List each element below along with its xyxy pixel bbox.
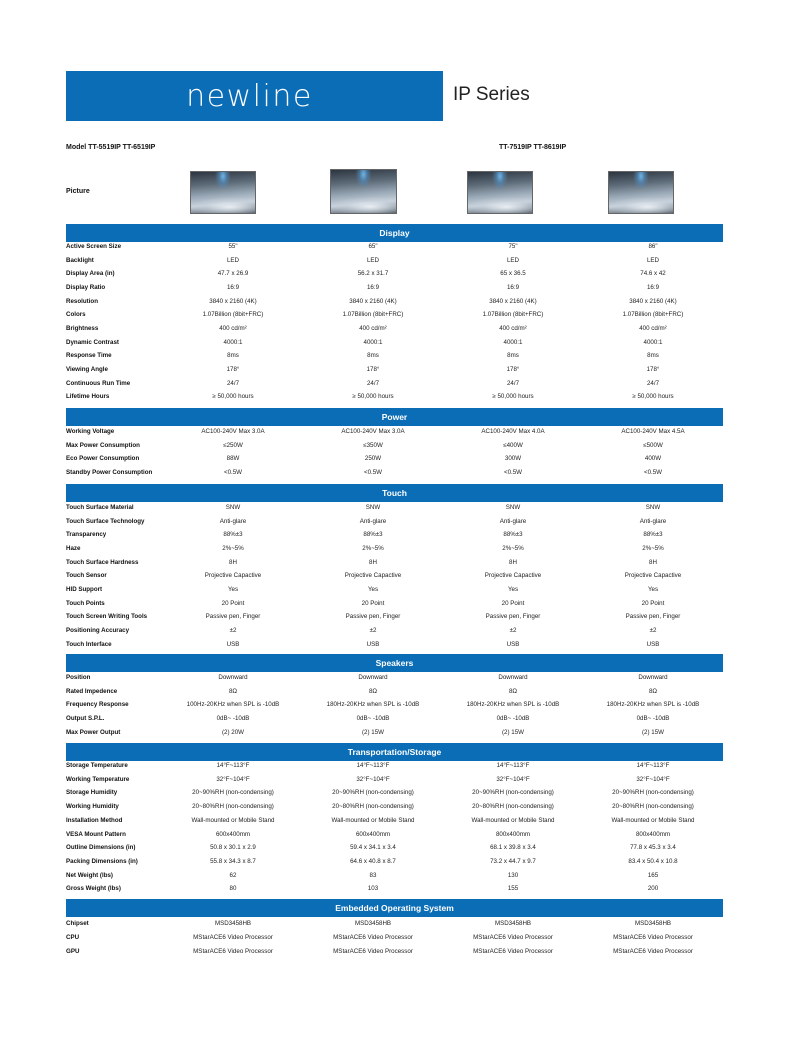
spec-row: [66, 586, 723, 600]
spec-value-col-4: AC100-240V Max 4.5A: [621, 428, 685, 435]
spec-value-col-3: Yes: [507, 585, 519, 593]
spec-value-col-3: 68.1 x 39.8 x 3.4: [490, 844, 536, 852]
spec-value-col-1: 400 cd/m²: [219, 324, 247, 332]
spec-row: [66, 518, 723, 532]
spec-value-col-4: 32°F~104°F: [636, 775, 670, 783]
spec-value-col-4: Downward: [638, 674, 668, 681]
spec-value-col-4: 77.8 x 45.3 x 3.4: [630, 844, 676, 852]
spec-label: Touch Interface: [66, 640, 112, 648]
newline-logo: newline: [186, 78, 313, 114]
spec-value-col-1: SNW: [225, 504, 241, 511]
spec-value-col-4: 20~90%RH (non-condensing): [612, 789, 694, 797]
spec-label: Viewing Angle: [66, 365, 108, 373]
spec-row: [66, 257, 723, 271]
spec-value-col-2: 2%~5%: [362, 544, 384, 552]
spec-value-col-2: 32°F~104°F: [356, 775, 390, 783]
spec-value-col-1: 32°F~104°F: [216, 775, 250, 783]
spec-label: Active Screen Size: [66, 243, 122, 250]
spec-value-col-4: MStarACE6 Video Processor: [613, 934, 693, 942]
spec-value-col-1: 20~90%RH (non-condensing): [192, 789, 274, 797]
spec-value-col-1: 47.7 x 26.9: [217, 270, 249, 278]
spec-value-col-1: 100Hz-20KHz when SPL is -10dB: [186, 701, 280, 709]
spec-value-col-1: 14°F~113°F: [216, 762, 250, 769]
picture-label: Picture: [66, 188, 90, 195]
spec-value-col-1: 8Ω: [228, 687, 238, 695]
spec-value-col-3: ≥ 50,000 hours: [492, 393, 534, 401]
spec-label: Dynamic Contrast: [66, 338, 119, 346]
spec-label: CPU: [66, 934, 80, 942]
spec-value-col-2: 20~80%RH (non-condensing): [332, 803, 414, 811]
section-header-power: Power: [66, 408, 723, 426]
spec-value-col-2: Passive pen, Finger: [345, 613, 401, 621]
spec-value-col-1: ±2: [229, 626, 237, 634]
spec-value-col-1: 24/7: [226, 379, 240, 387]
spec-value-col-1: 1.07Billion (8bit+FRC): [202, 311, 264, 319]
spec-value-col-3: 32°F~104°F: [496, 775, 530, 783]
spec-value-col-2: 8Ω: [368, 687, 378, 695]
spec-row: [66, 455, 723, 469]
spec-value-col-4: 74.6 x 42: [640, 270, 666, 278]
spec-value-col-3: 4000:1: [503, 338, 523, 346]
spec-value-col-3: <0.5W: [503, 469, 523, 477]
spec-value-col-1: 55.8 x 34.3 x 8.7: [210, 857, 256, 865]
spec-value-col-2: Downward: [358, 674, 388, 681]
spec-value-col-1: Projective Capactive: [204, 572, 262, 580]
spec-value-col-3: MStarACE6 Video Processor: [473, 934, 553, 942]
spec-value-col-4: Projective Capactive: [624, 572, 682, 580]
spec-value-col-3: 3840 x 2160 (4K): [489, 297, 537, 305]
spec-value-col-4: 8ms: [647, 352, 659, 360]
spec-value-col-4: (2) 15W: [641, 728, 664, 736]
spec-value-col-1: 20 Point: [221, 599, 245, 607]
spec-value-col-1: Anti-glare: [219, 517, 247, 525]
spec-row: [66, 831, 723, 845]
spec-value-col-3: (2) 15W: [501, 728, 524, 736]
spec-value-col-3: Projective Capactive: [484, 572, 542, 580]
spec-value-col-1: (2) 20W: [221, 728, 244, 736]
spec-row: [66, 762, 723, 776]
spec-value-col-4: 86": [648, 243, 658, 250]
spec-label: Eco Power Consumption: [66, 455, 140, 463]
spec-label: Touch Surface Hardness: [66, 558, 139, 566]
spec-value-col-2: 180Hz-20KHz when SPL is -10dB: [326, 701, 420, 709]
spec-value-col-4: 16:9: [646, 283, 660, 291]
spec-value-col-4: Wall-mounted or Mobile Stand: [611, 816, 695, 824]
spec-row: [66, 545, 723, 559]
spec-row: [66, 613, 723, 627]
spec-label: Gross Weight (lbs): [66, 885, 121, 893]
spec-value-col-2: 14°F~113°F: [356, 762, 390, 769]
spec-value-col-3: 20 Point: [501, 599, 525, 607]
spec-value-col-4: 14°F~113°F: [636, 762, 670, 769]
spec-label: Standby Power Consumption: [66, 469, 153, 477]
spec-value-col-1: 0dB~ -10dB: [216, 715, 250, 723]
spec-value-col-2: 83: [369, 871, 377, 879]
spec-value-col-1: 62: [229, 871, 237, 879]
spec-label: Storage Humidity: [66, 789, 118, 797]
spec-value-col-4: 3840 x 2160 (4K): [629, 297, 677, 305]
spec-value-col-3: 20~80%RH (non-condensing): [472, 803, 554, 811]
spec-value-col-3: 1.07Billion (8bit+FRC): [482, 311, 544, 319]
spec-value-col-2: Anti-glare: [359, 517, 387, 525]
spec-value-col-2: Projective Capactive: [344, 572, 402, 580]
spec-row: [66, 572, 723, 586]
spec-value-col-2: 250W: [364, 455, 382, 463]
spec-row: [66, 920, 723, 934]
spec-value-col-4: 0dB~ -10dB: [636, 715, 670, 723]
spec-label: Installation Method: [66, 816, 123, 824]
spec-label: Response Time: [66, 352, 112, 360]
spec-row: [66, 504, 723, 518]
spec-value-col-1: 88%±3: [223, 531, 243, 539]
spec-label: Working Temperature: [66, 775, 130, 783]
spec-label: GPU: [66, 948, 80, 956]
spec-row: [66, 284, 723, 298]
spec-value-col-1: Passive pen, Finger: [205, 613, 261, 621]
spec-value-col-1: MSD3458HB: [214, 920, 252, 927]
spec-label: Transparency: [66, 531, 107, 539]
spec-value-col-4: Yes: [647, 585, 659, 593]
spec-value-col-3: SNW: [505, 504, 521, 511]
spec-row: [66, 844, 723, 858]
spec-value-col-2: ≤350W: [363, 441, 383, 449]
spec-value-col-2: MSD3458HB: [354, 920, 392, 927]
spec-label: Backlight: [66, 256, 94, 264]
spec-row: [66, 380, 723, 394]
spec-value-col-4: LED: [646, 256, 660, 264]
spec-value-col-4: MStarACE6 Video Processor: [613, 948, 693, 956]
spec-label: Display Area (in): [66, 270, 115, 278]
spec-label: Working Humidity: [66, 803, 119, 811]
spec-value-col-2: 1.07Billion (8bit+FRC): [342, 311, 404, 319]
spec-label: Position: [66, 674, 91, 681]
spec-value-col-4: 1.07Billion (8bit+FRC): [622, 311, 684, 319]
series-title: IP Series: [453, 84, 530, 105]
model-label-left: Model TT-5519IP TT-6519IP: [66, 144, 156, 151]
spec-label: Storage Temperature: [66, 762, 128, 769]
spec-value-col-4: 400W: [644, 455, 662, 463]
spec-label: HID Support: [66, 585, 103, 593]
spec-value-col-1: 88W: [226, 455, 240, 463]
spec-value-col-2: <0.5W: [363, 469, 383, 477]
spec-value-col-4: SNW: [645, 504, 661, 511]
spec-value-col-1: 80: [229, 885, 237, 893]
spec-value-col-2: USB: [366, 640, 380, 648]
spec-label: Touch Surface Technology: [66, 517, 145, 525]
spec-value-col-2: LED: [366, 256, 380, 264]
spec-value-col-1: ≤250W: [223, 441, 243, 449]
spec-value-col-3: LED: [506, 256, 520, 264]
spec-row: [66, 803, 723, 817]
spec-value-col-3: 300W: [504, 455, 522, 463]
spec-value-col-3: 155: [507, 885, 519, 893]
spec-value-col-1: LED: [226, 256, 240, 264]
spec-value-col-2: Wall-mounted or Mobile Stand: [331, 816, 415, 824]
spec-row: [66, 729, 723, 743]
spec-value-col-1: 600x400mm: [215, 830, 251, 838]
spec-label: Frequency Response: [66, 701, 129, 709]
spec-value-col-4: MSD3458HB: [634, 920, 672, 927]
spec-value-col-1: ≥ 50,000 hours: [212, 393, 254, 401]
spec-value-col-2: 64.6 x 40.8 x 8.7: [350, 857, 396, 865]
spec-label: Output S.P.L.: [66, 715, 105, 723]
spec-row: [66, 325, 723, 339]
spec-value-col-4: Anti-glare: [639, 517, 667, 525]
spec-value-col-1: 2%~5%: [222, 544, 244, 552]
spec-value-col-4: 4000:1: [643, 338, 663, 346]
spec-label: Max Power Consumption: [66, 441, 140, 449]
spec-value-col-2: 103: [367, 885, 379, 893]
spec-value-col-2: MStarACE6 Video Processor: [333, 948, 413, 956]
spec-value-col-3: 8ms: [507, 352, 519, 360]
spec-row: [66, 393, 723, 407]
spec-value-col-4: Passive pen, Finger: [625, 613, 681, 621]
spec-value-col-1: MStarACE6 Video Processor: [193, 934, 273, 942]
spec-row: [66, 559, 723, 573]
spec-label: Resolution: [66, 297, 98, 305]
spec-value-col-3: 16:9: [506, 283, 520, 291]
spec-row: [66, 641, 723, 655]
spec-value-col-4: ≥ 50,000 hours: [632, 393, 674, 401]
spec-value-col-2: 4000:1: [363, 338, 383, 346]
spec-row: [66, 627, 723, 641]
spec-label: Net Weight (lbs): [66, 871, 113, 879]
spec-value-col-1: Yes: [227, 585, 239, 593]
spec-label: Brightness: [66, 324, 99, 332]
spec-value-col-3: 65 x 36.5: [500, 270, 526, 278]
spec-row: [66, 600, 723, 614]
spec-value-col-2: AC100-240V Max 3.0A: [341, 428, 405, 435]
spec-value-col-3: Passive pen, Finger: [485, 613, 541, 621]
spec-value-col-2: MStarACE6 Video Processor: [333, 934, 413, 942]
spec-row: [66, 442, 723, 456]
spec-label: Display Ratio: [66, 283, 106, 291]
spec-value-col-4: 8Ω: [648, 687, 658, 695]
display-65-image: [330, 169, 397, 214]
spec-value-col-4: ±2: [649, 626, 657, 634]
spec-value-col-3: 8H: [509, 558, 517, 566]
spec-label: Rated Impedence: [66, 687, 118, 695]
spec-row: [66, 872, 723, 886]
spec-value-col-2: 0dB~ -10dB: [356, 715, 390, 723]
spec-value-col-2: 65": [368, 243, 378, 250]
spec-label: Chipset: [66, 920, 89, 927]
spec-value-col-3: 178°: [506, 365, 520, 373]
spec-value-col-2: 20~90%RH (non-condensing): [332, 789, 414, 797]
spec-value-col-3: 73.2 x 44.7 x 9.7: [490, 857, 536, 865]
spec-value-col-4: 800x400mm: [635, 830, 671, 838]
section-header-speakers: Speakers: [66, 654, 723, 672]
spec-value-col-4: 180Hz-20KHz when SPL is -10dB: [606, 701, 700, 709]
spec-value-col-3: 20~90%RH (non-condensing): [472, 789, 554, 797]
spec-row: [66, 428, 723, 442]
spec-value-col-3: 14°F~113°F: [496, 762, 530, 769]
spec-value-col-2: 600x400mm: [355, 830, 391, 838]
spec-value-col-3: 800x400mm: [495, 830, 531, 838]
spec-value-col-2: ≥ 50,000 hours: [352, 393, 394, 401]
spec-row: [66, 715, 723, 729]
spec-value-col-3: ≤400W: [503, 441, 523, 449]
spec-value-col-1: 16:9: [226, 283, 240, 291]
spec-value-col-2: Yes: [367, 585, 379, 593]
spec-value-col-3: 88%±3: [503, 531, 523, 539]
spec-row: [66, 688, 723, 702]
spec-value-col-4: USB: [646, 640, 660, 648]
section-header-embedded-operating-system: Embedded Operating System: [66, 899, 723, 917]
spec-label: Packing Dimensions (in): [66, 857, 138, 865]
spec-value-col-4: <0.5W: [643, 469, 663, 477]
spec-value-col-2: 8H: [369, 558, 377, 566]
spec-value-col-3: ±2: [509, 626, 517, 634]
spec-label: Touch Points: [66, 599, 105, 607]
spec-label: Touch Screen Writing Tools: [66, 613, 148, 621]
spec-value-col-3: 130: [507, 871, 519, 879]
spec-label: Touch Sensor: [66, 572, 107, 580]
spec-row: [66, 352, 723, 366]
spec-value-col-2: 178°: [366, 365, 380, 373]
spec-value-col-4: 2%~5%: [642, 544, 664, 552]
spec-value-col-3: USB: [506, 640, 520, 648]
spec-value-col-1: MStarACE6 Video Processor: [193, 948, 273, 956]
brand-banner: [66, 71, 443, 121]
spec-value-col-1: USB: [226, 640, 240, 648]
spec-value-col-2: 16:9: [366, 283, 380, 291]
spec-row: [66, 789, 723, 803]
spec-label: Max Power Output: [66, 728, 121, 736]
spec-value-col-4: 88%±3: [643, 531, 663, 539]
spec-value-col-4: 20~80%RH (non-condensing): [612, 803, 694, 811]
spec-value-col-3: AC100-240V Max 4.0A: [481, 428, 545, 435]
spec-row: [66, 339, 723, 353]
section-header-touch: Touch: [66, 484, 723, 502]
spec-value-col-3: 2%~5%: [502, 544, 524, 552]
spec-value-col-1: 8H: [229, 558, 237, 566]
spec-value-col-1: Downward: [218, 674, 248, 681]
display-55-image: [190, 171, 256, 214]
spec-row: [66, 776, 723, 790]
spec-value-col-2: 8ms: [367, 352, 379, 360]
spec-row: [66, 701, 723, 715]
spec-value-col-4: 165: [647, 871, 659, 879]
spec-value-col-1: 4000:1: [223, 338, 243, 346]
spec-label: Working Voltage: [66, 428, 115, 435]
spec-value-col-3: MSD3458HB: [494, 920, 532, 927]
spec-value-col-2: 400 cd/m²: [359, 324, 387, 332]
spec-row: [66, 366, 723, 380]
spec-value-col-1: 178°: [226, 365, 240, 373]
spec-value-col-2: ±2: [369, 626, 377, 634]
spec-value-col-2: SNW: [365, 504, 381, 511]
spec-value-col-1: 20~80%RH (non-condensing): [192, 803, 274, 811]
spec-value-col-2: 20 Point: [361, 599, 385, 607]
spec-label: Positioning Accuracy: [66, 626, 130, 634]
spec-row: [66, 298, 723, 312]
spec-value-col-3: 24/7: [506, 379, 520, 387]
spec-label: Haze: [66, 544, 81, 552]
spec-value-col-1: 3840 x 2160 (4K): [209, 297, 257, 305]
spec-value-col-1: AC100-240V Max 3.0A: [201, 428, 265, 435]
spec-row: [66, 270, 723, 284]
spec-row: [66, 469, 723, 483]
spec-value-col-1: 8ms: [227, 352, 239, 360]
spec-value-col-2: 24/7: [366, 379, 380, 387]
spec-value-col-4: 200: [647, 885, 659, 893]
spec-value-col-1: 55": [228, 243, 238, 250]
spec-value-col-3: Downward: [498, 674, 528, 681]
spec-label: Colors: [66, 311, 86, 319]
spec-value-col-3: 400 cd/m²: [499, 324, 527, 332]
spec-row: [66, 674, 723, 688]
spec-row: [66, 934, 723, 948]
spec-label: Touch Surface Material: [66, 504, 134, 511]
spec-row: [66, 817, 723, 831]
spec-label: VESA Mount Pattern: [66, 830, 126, 838]
spec-value-col-1: 50.8 x 30.1 x 2.9: [210, 844, 256, 852]
spec-value-col-2: (2) 15W: [361, 728, 384, 736]
spec-value-col-4: ≤500W: [643, 441, 663, 449]
display-86-image: [608, 171, 674, 214]
spec-row: [66, 948, 723, 962]
spec-value-col-4: 400 cd/m²: [639, 324, 667, 332]
spec-value-col-4: 83.4 x 50.4 x 10.8: [628, 857, 678, 865]
spec-row: [66, 243, 723, 257]
spec-value-col-4: 8H: [649, 558, 657, 566]
spec-row: [66, 531, 723, 545]
spec-label: Continuous Run Time: [66, 379, 131, 387]
model-label-right: TT-7519IP TT-8619IP: [499, 144, 567, 151]
spec-value-col-3: 0dB~ -10dB: [496, 715, 530, 723]
section-header-transportation-storage: Transportation/Storage: [66, 743, 723, 761]
spec-label: Lifetime Hours: [66, 393, 110, 401]
spec-value-col-3: 180Hz-20KHz when SPL is -10dB: [466, 701, 560, 709]
spec-row: [66, 885, 723, 899]
spec-value-col-4: 20 Point: [641, 599, 665, 607]
spec-value-col-2: 3840 x 2160 (4K): [349, 297, 397, 305]
section-header-display: Display: [66, 224, 723, 242]
spec-value-col-2: 56.2 x 31.7: [357, 270, 389, 278]
spec-value-col-3: Anti-glare: [499, 517, 527, 525]
spec-value-col-4: 24/7: [646, 379, 660, 387]
spec-value-col-3: 75": [508, 243, 518, 250]
spec-value-col-2: 59.4 x 34.1 x 3.4: [350, 844, 396, 852]
spec-value-col-3: MStarACE6 Video Processor: [473, 948, 553, 956]
spec-value-col-2: 88%±3: [363, 531, 383, 539]
spec-value-col-4: 178°: [646, 365, 660, 373]
spec-value-col-3: 8Ω: [508, 687, 518, 695]
spec-label: Outline Dimensions (in): [66, 844, 136, 852]
spec-row: [66, 311, 723, 325]
spec-value-col-3: Wall-mounted or Mobile Stand: [471, 816, 555, 824]
spec-row: [66, 858, 723, 872]
display-75-image: [467, 171, 533, 214]
spec-value-col-1: <0.5W: [223, 469, 243, 477]
spec-value-col-1: Wall-mounted or Mobile Stand: [191, 816, 275, 824]
